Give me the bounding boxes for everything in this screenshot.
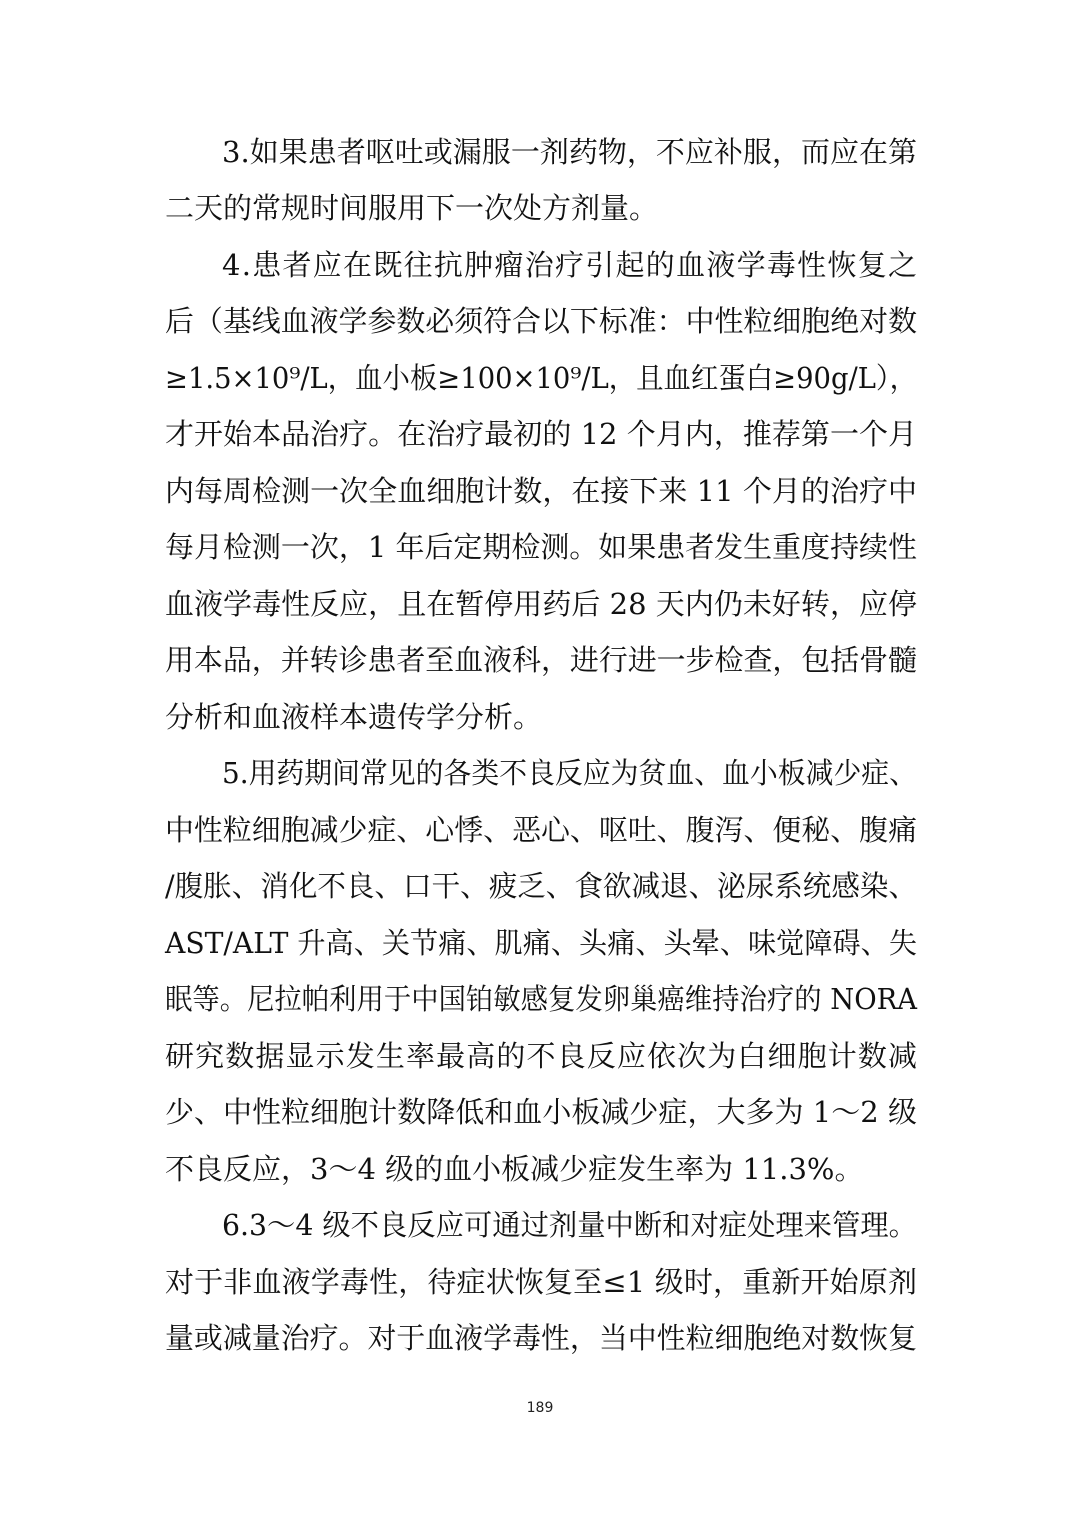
paragraph-text: 内每周检测一次全血细胞计数，在接下来 11 个月的治疗中 bbox=[165, 474, 918, 508]
text-line bbox=[0, 1318, 1080, 1368]
paragraph-text: 分析和血液样本遗传学分析。 bbox=[165, 700, 543, 734]
text-line bbox=[0, 471, 1080, 521]
text-line bbox=[0, 245, 1080, 295]
paragraph-text: 二天的常规时间服用下一次处方剂量。 bbox=[165, 191, 659, 225]
text-line bbox=[0, 923, 1080, 973]
text-line bbox=[0, 640, 1080, 690]
paragraph-text: 后（基线血液学参数必须符合以下标准：中性粒细胞绝对数 bbox=[165, 304, 917, 338]
paragraph-text: 4.患者应在既往抗肿瘤治疗引起的血液学毒性恢复之 bbox=[222, 248, 919, 282]
paragraph-text: 血液学毒性反应，且在暂停用药后 28 天内仍未好转，应停 bbox=[165, 587, 918, 621]
paragraph-text: 5.用药期间常见的各类不良反应为贫血、血小板减少症、 bbox=[222, 756, 917, 790]
text-line bbox=[0, 1262, 1080, 1312]
text-line bbox=[0, 810, 1080, 860]
text-line bbox=[0, 1205, 1080, 1255]
page-number: 189 bbox=[526, 1400, 554, 1416]
text-line bbox=[0, 301, 1080, 351]
paragraph-text: 对于非血液学毒性，待症状恢复至≤1 级时，重新开始原剂 bbox=[165, 1265, 918, 1299]
text-line bbox=[0, 866, 1080, 916]
text-line bbox=[0, 188, 1080, 238]
paragraph-text: ≥1.5×10⁹/L，血小板≥100×10⁹/L，且血红蛋白≥90g/L）， bbox=[165, 361, 917, 395]
paragraph-text: /腹胀、消化不良、口干、疲乏、食欲减退、泌尿系统感染、 bbox=[165, 869, 917, 903]
paragraph-text: 研究数据显示发生率最高的不良反应依次为白细胞计数减 bbox=[165, 1039, 919, 1073]
text-line bbox=[0, 979, 1080, 1029]
paragraph-text: 少、中性粒细胞计数降低和血小板减少症，大多为 1～2 级 bbox=[165, 1095, 918, 1129]
paragraph-text: 每月检测一次，1 年后定期检测。如果患者发生重度持续性 bbox=[165, 530, 917, 564]
paragraph-text: 量或减量治疗。对于血液学毒性，当中性粒细胞绝对数恢复 bbox=[165, 1321, 917, 1355]
text-line bbox=[0, 132, 1080, 182]
paragraph-text: 才开始本品治疗。在治疗最初的 12 个月内，推荐第一个月 bbox=[165, 417, 918, 451]
text-line bbox=[0, 358, 1080, 408]
text-line bbox=[0, 753, 1080, 803]
paragraph-text: 眠等。尼拉帕利用于中国铂敏感复发卵巢癌维持治疗的 NORA bbox=[165, 982, 917, 1016]
text-line bbox=[0, 527, 1080, 577]
paragraph-text: 不良反应，3～4 级的血小板减少症发生率为 11.3%。 bbox=[165, 1152, 864, 1186]
paragraph-text: 中性粒细胞减少症、心悸、恶心、呕吐、腹泻、便秘、腹痛 bbox=[165, 813, 917, 847]
text-line bbox=[0, 1149, 1080, 1199]
text-line bbox=[0, 1036, 1080, 1086]
paragraph-text: 用本品，并转诊患者至血液科，进行进一步检查，包括骨髓 bbox=[165, 643, 917, 677]
text-line bbox=[0, 697, 1080, 747]
paragraph-text: 6.3～4 级不良反应可通过剂量中断和对症处理来管理。 bbox=[222, 1208, 917, 1242]
text-line bbox=[0, 414, 1080, 464]
paragraph-text: AST/ALT 升高、关节痛、肌痛、头痛、头晕、味觉障碍、失 bbox=[165, 926, 917, 960]
paragraph-text: 3.如果患者呕吐或漏服一剂药物，不应补服，而应在第 bbox=[222, 135, 918, 169]
text-line bbox=[0, 584, 1080, 634]
text-line bbox=[0, 1092, 1080, 1142]
